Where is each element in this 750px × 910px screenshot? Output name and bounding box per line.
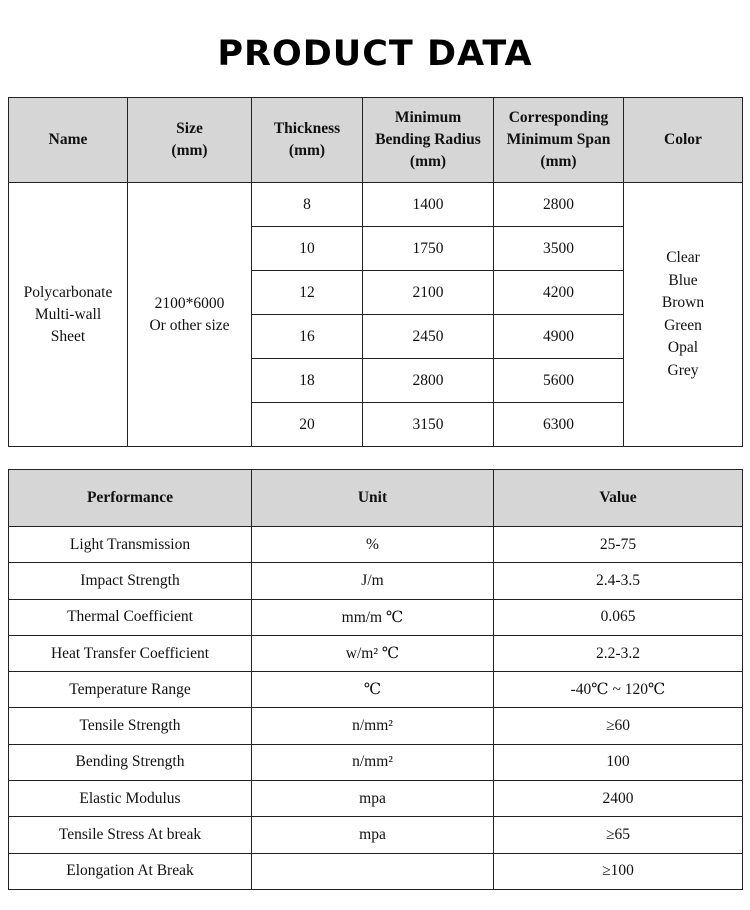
header-line: Minimum (394, 109, 462, 126)
color-item: Grey (667, 361, 699, 379)
product-size-line: Or other size (149, 316, 230, 334)
performance-cell: Elongation At Break (9, 853, 252, 889)
header-line: Corresponding (508, 109, 609, 126)
product-name-line: Polycarbonate (23, 283, 113, 301)
performance-cell: Tensile Stress At break (9, 817, 252, 853)
product-name-line: Multi-wall (34, 305, 102, 323)
table-row (9, 183, 743, 227)
product-size-cell (128, 183, 252, 447)
value-cell: ≥100 (494, 853, 743, 889)
table-row (9, 635, 743, 671)
header-size (128, 98, 252, 183)
header-line: (mm) (540, 153, 577, 170)
header-unit: Unit (252, 470, 494, 527)
value-cell: 25-75 (494, 527, 743, 563)
value-cell: ≥65 (494, 817, 743, 853)
table-row (9, 599, 743, 635)
unit-cell: mpa (252, 781, 494, 817)
product-name-cell (9, 183, 128, 447)
performance-cell: Thermal Coefficient (9, 599, 252, 635)
unit-cell: mpa (252, 817, 494, 853)
unit-cell: n/mm² (252, 708, 494, 744)
header-color (624, 98, 743, 183)
table-row (9, 853, 743, 889)
thickness-cell: 8 (252, 183, 363, 227)
header-name (9, 98, 128, 183)
unit-cell: ℃ (252, 672, 494, 708)
thickness-cell: 20 (252, 403, 363, 447)
table-row (9, 563, 743, 599)
bending-radius-cell: 3150 (363, 403, 494, 447)
color-item: Clear (666, 249, 700, 266)
header-minimum-span (494, 98, 624, 183)
header-bending-radius (363, 98, 494, 183)
value-cell: -40℃ ~ 120℃ (494, 672, 743, 708)
header-line: Minimum Span (506, 131, 611, 148)
value-cell: ≥60 (494, 708, 743, 744)
performance-cell: Tensile Strength (9, 708, 252, 744)
header-line: Thickness (273, 120, 341, 137)
table-row (9, 744, 743, 780)
product-name-line: Sheet (50, 327, 86, 345)
product-data-table (8, 97, 743, 447)
color-item: Green (664, 316, 702, 334)
header-line: (mm) (409, 153, 447, 170)
table-row (9, 672, 743, 708)
minimum-span-cell: 2800 (494, 183, 624, 227)
color-item: Blue (668, 271, 698, 289)
table-row (9, 527, 743, 563)
performance-cell: Elastic Modulus (9, 781, 252, 817)
performance-cell: Impact Strength (9, 563, 252, 599)
color-item: Brown (661, 294, 705, 311)
value-cell: 2.2-3.2 (494, 635, 743, 671)
value-cell: 0.065 (494, 599, 743, 635)
minimum-span-cell: 3500 (494, 227, 624, 271)
table-row (9, 817, 743, 853)
value-cell: 100 (494, 744, 743, 780)
thickness-cell: 16 (252, 315, 363, 359)
table-row (9, 781, 743, 817)
performance-cell: Bending Strength (9, 744, 252, 780)
header-line: Name (48, 131, 88, 148)
table-row (9, 708, 743, 744)
bending-radius-cell: 2450 (363, 315, 494, 359)
header-thickness (252, 98, 363, 183)
unit-cell: mm/m ℃ (252, 599, 494, 635)
color-list-cell (624, 183, 743, 447)
header-line: (mm) (171, 142, 208, 159)
thickness-cell: 10 (252, 227, 363, 271)
value-cell: 2.4-3.5 (494, 563, 743, 599)
value-cell: 2400 (494, 781, 743, 817)
bending-radius-cell: 2800 (363, 359, 494, 403)
performance-table (8, 469, 743, 890)
thickness-cell: 12 (252, 271, 363, 315)
header-value: Value (494, 470, 743, 527)
thickness-cell: 18 (252, 359, 363, 403)
minimum-span-cell: 5600 (494, 359, 624, 403)
header-performance: Performance (9, 470, 252, 527)
performance-header-row (9, 470, 743, 527)
product-header-row (9, 98, 743, 183)
minimum-span-cell: 4900 (494, 315, 624, 359)
performance-cell: Heat Transfer Coefficient (9, 635, 252, 671)
minimum-span-cell: 4200 (494, 271, 624, 315)
unit-cell: w/m² ℃ (252, 635, 494, 671)
header-line: Bending Radius (375, 131, 481, 148)
header-line: Size (176, 120, 203, 137)
unit-cell: n/mm² (252, 744, 494, 780)
bending-radius-cell: 1750 (363, 227, 494, 271)
unit-cell (252, 853, 494, 889)
unit-cell: J/m (252, 563, 494, 599)
page-title: PRODUCT DATA (217, 34, 533, 74)
bending-radius-cell: 1400 (363, 183, 494, 227)
performance-cell: Light Transmission (9, 527, 252, 563)
bending-radius-cell: 2100 (363, 271, 494, 315)
header-line: (mm) (288, 142, 326, 159)
product-size-line: 2100*6000 (154, 294, 225, 312)
performance-cell: Temperature Range (9, 672, 252, 708)
header-line: Color (664, 131, 702, 148)
color-item: Opal (667, 339, 699, 356)
minimum-span-cell: 6300 (494, 403, 624, 447)
unit-cell: % (252, 527, 494, 563)
